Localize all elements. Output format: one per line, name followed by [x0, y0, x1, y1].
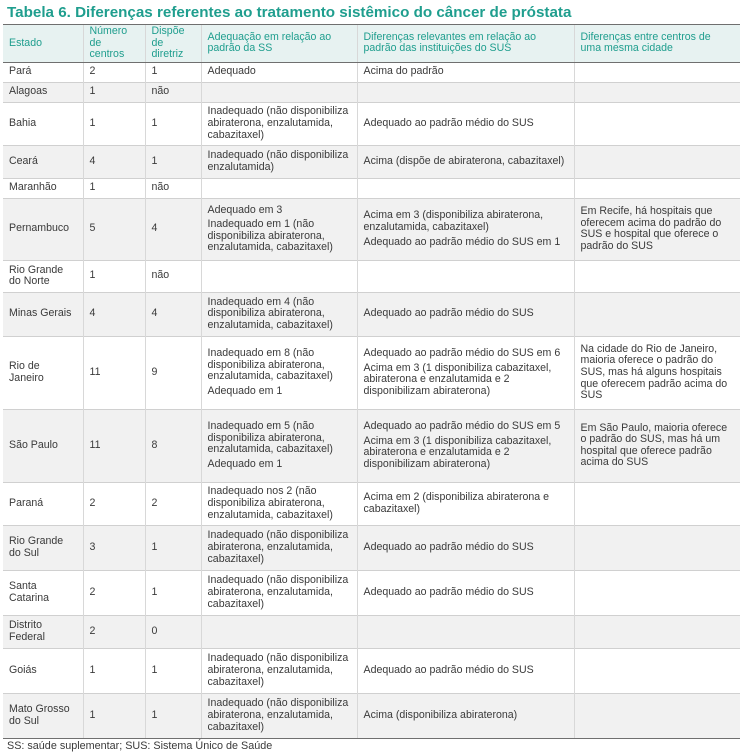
cell-dispoe-diretriz: 4 — [145, 198, 201, 260]
cell-adequacao — [201, 198, 357, 260]
table-row — [3, 693, 740, 738]
cell-adequacao-line: Adequado em 1 — [207, 384, 283, 397]
table-row — [3, 336, 740, 409]
cell-diferencas-sus-line: Acima do padrão — [363, 65, 444, 78]
cell-estado: Alagoas — [3, 82, 83, 102]
table-row — [3, 198, 740, 260]
cell-diferencas-cidade — [574, 693, 740, 738]
cell-numero-centros: 1 — [83, 82, 145, 102]
table-row — [3, 292, 740, 336]
cell-dispoe-diretriz: 9 — [145, 336, 201, 409]
cell-diferencas-cidade — [574, 145, 740, 178]
cell-diferencas-cidade — [574, 336, 740, 409]
cell-adequacao — [201, 62, 357, 82]
cell-diferencas-sus-line: Acima em 2 (disponibiliza abiraterona e cabazitaxel) — [363, 491, 549, 515]
header-dispoe-diretriz: Dispõe de diretriz — [145, 25, 201, 63]
header-estado: Estado — [3, 25, 83, 63]
cell-diferencas-sus — [357, 145, 574, 178]
cell-adequacao — [201, 336, 357, 409]
cell-numero-centros: 2 — [83, 570, 145, 615]
cell-adequacao-line: Adequado em 1 — [207, 457, 283, 470]
table-row — [3, 409, 740, 482]
cell-estado: Distrito Federal — [3, 615, 83, 648]
cell-dispoe-diretriz: 2 — [145, 482, 201, 525]
cell-adequacao — [201, 409, 357, 482]
cell-adequacao — [201, 693, 357, 738]
cell-diferencas-sus-line: Acima (dispõe de abiraterona, cabazitaxel) — [363, 154, 565, 167]
cell-estado: Mato Grosso do Sul — [3, 693, 83, 738]
cell-diferencas-sus-line: Adequado ao padrão médio do SUS — [363, 307, 534, 320]
cell-diferencas-sus — [357, 648, 574, 693]
cell-diferencas-cidade — [574, 525, 740, 570]
cell-estado: Pará — [3, 62, 83, 82]
cell-adequacao — [201, 615, 357, 648]
cell-diferencas-cidade — [574, 648, 740, 693]
cell-dispoe-diretriz: 1 — [145, 693, 201, 738]
cell-estado: Rio Grande do Norte — [3, 260, 83, 292]
cell-numero-centros: 11 — [83, 336, 145, 409]
cell-diferencas-sus-line: Adequado ao padrão médio do SUS — [363, 540, 534, 553]
cell-estado: São Paulo — [3, 409, 83, 482]
cell-numero-centros: 2 — [83, 62, 145, 82]
cell-adequacao — [201, 570, 357, 615]
table-row — [3, 525, 740, 570]
cell-adequacao-line: Adequado — [207, 65, 256, 78]
header-diferencas-cidade: Diferenças entre centros de uma mesma cidade — [574, 25, 740, 63]
header-row — [3, 25, 740, 63]
cell-diferencas-cidade-line: Em Recife, há hospitais que oferecem acima do padrão do SUS e hospital que oferece o padrão do SUS — [580, 205, 722, 252]
cell-adequacao-line: Inadequado (não disponibiliza abiraterona, enzalutamida, cabazitaxel) — [207, 574, 349, 610]
cell-adequacao-line: Inadequado (não disponibiliza enzalutamida) — [207, 149, 349, 173]
cell-adequacao-line: Inadequado nos 2 (não disponibiliza abiraterona, enzalutamida, cabazitaxel) — [207, 485, 333, 521]
cell-adequacao — [201, 525, 357, 570]
header-diferencas-sus: Diferenças relevantes em relação ao padrão das instituições do SUS — [357, 25, 574, 63]
cell-diferencas-sus — [357, 336, 574, 409]
cell-diferencas-sus — [357, 260, 574, 292]
cell-diferencas-sus-line: Adequado ao padrão médio do SUS em 5 — [363, 420, 561, 433]
cell-diferencas-sus — [357, 82, 574, 102]
table-row — [3, 482, 740, 525]
cell-diferencas-sus — [357, 693, 574, 738]
cell-numero-centros: 4 — [83, 145, 145, 178]
cell-numero-centros: 2 — [83, 482, 145, 525]
cell-diferencas-sus — [357, 409, 574, 482]
cell-adequacao — [201, 260, 357, 292]
cell-diferencas-sus-line: Acima em 3 (1 disponibiliza cabazitaxel, abiraterona e enzalutamida e 2 disponibilizam abiraterona) — [363, 361, 552, 397]
table-row — [3, 615, 740, 648]
cell-adequacao — [201, 102, 357, 145]
cell-dispoe-diretriz: 0 — [145, 615, 201, 648]
cell-dispoe-diretriz: 1 — [145, 525, 201, 570]
data-table — [3, 24, 740, 739]
cell-adequacao-line: Inadequado em 4 (não disponibiliza abiraterona, enzalutamida, cabazitaxel) — [207, 295, 333, 332]
cell-numero-centros: 1 — [83, 693, 145, 738]
cell-adequacao — [201, 145, 357, 178]
cell-diferencas-sus — [357, 178, 574, 198]
cell-estado: Rio Grande do Sul — [3, 525, 83, 570]
cell-adequacao — [201, 82, 357, 102]
header-numero-centros: Número de centros — [83, 25, 145, 63]
cell-dispoe-diretriz: 4 — [145, 292, 201, 336]
cell-dispoe-diretriz: 1 — [145, 102, 201, 145]
cell-numero-centros: 11 — [83, 409, 145, 482]
cell-adequacao — [201, 648, 357, 693]
table-row — [3, 145, 740, 178]
cell-estado: Bahia — [3, 102, 83, 145]
cell-diferencas-cidade — [574, 82, 740, 102]
cell-numero-centros: 1 — [83, 102, 145, 145]
cell-diferencas-sus-line: Adequado ao padrão médio do SUS em 6 — [363, 347, 561, 360]
cell-dispoe-diretriz: 1 — [145, 62, 201, 82]
cell-diferencas-cidade-line: Na cidade do Rio de Janeiro, maioria oferece o padrão do SUS, mas há alguns hospitais que oferecem padrão acima do SUS — [580, 342, 728, 402]
cell-numero-centros: 3 — [83, 525, 145, 570]
cell-diferencas-sus-line: Adequado ao padrão médio do SUS — [363, 585, 534, 598]
cell-diferencas-sus-line: Adequado ao padrão médio do SUS — [363, 663, 534, 676]
table-row — [3, 102, 740, 145]
table-row — [3, 82, 740, 102]
cell-diferencas-sus — [357, 615, 574, 648]
cell-numero-centros: 1 — [83, 648, 145, 693]
cell-estado: Santa Catarina — [3, 570, 83, 615]
cell-diferencas-sus — [357, 102, 574, 145]
cell-diferencas-sus-line: Acima em 3 (1 disponibiliza cabazitaxel, abiraterona e enzalutamida e 2 disponibilizam abiraterona) — [363, 434, 552, 470]
cell-numero-centros: 4 — [83, 292, 145, 336]
cell-estado: Maranhão — [3, 178, 83, 198]
cell-diferencas-cidade — [574, 409, 740, 482]
cell-diferencas-sus — [357, 570, 574, 615]
cell-diferencas-cidade — [574, 482, 740, 525]
cell-numero-centros: 5 — [83, 198, 145, 260]
cell-dispoe-diretriz: 8 — [145, 409, 201, 482]
cell-diferencas-cidade — [574, 292, 740, 336]
table-body — [3, 62, 740, 738]
header-adequacao: Adequação em relação ao padrão da SS — [201, 25, 357, 63]
table-title: Tabela 6. Diferenças referentes ao tratamento sistêmico do câncer de próstata — [7, 4, 572, 21]
cell-diferencas-sus-line: Adequado ao padrão médio do SUS em 1 — [363, 235, 561, 248]
cell-adequacao-line: Inadequado em 8 (não disponibiliza abiraterona, enzalutamida, cabazitaxel) — [207, 347, 333, 383]
cell-diferencas-cidade-line: Em São Paulo, maioria oferece o padrão do SUS, mas há um hospital que oferece padrão acima do SUS — [580, 421, 728, 469]
cell-diferencas-sus-line: Adequado ao padrão médio do SUS — [363, 116, 534, 129]
cell-diferencas-sus — [357, 525, 574, 570]
cell-diferencas-sus — [357, 62, 574, 82]
cell-adequacao — [201, 482, 357, 525]
cell-dispoe-diretriz: 1 — [145, 648, 201, 693]
cell-dispoe-diretriz: 1 — [145, 570, 201, 615]
cell-diferencas-cidade — [574, 570, 740, 615]
table-row — [3, 260, 740, 292]
cell-diferencas-sus-line: Acima em 3 (disponibiliza abiraterona, enzalutamida, cabazitaxel) — [363, 209, 544, 233]
cell-dispoe-diretriz: 1 — [145, 145, 201, 178]
cell-numero-centros: 2 — [83, 615, 145, 648]
cell-adequacao-line: Inadequado em 5 (não disponibiliza abiraterona, enzalutamida, cabazitaxel) — [207, 420, 333, 456]
cell-diferencas-sus — [357, 482, 574, 525]
cell-estado: Ceará — [3, 145, 83, 178]
cell-diferencas-cidade — [574, 102, 740, 145]
cell-adequacao-line: Inadequado (não disponibiliza abiraterona, enzalutamida, cabazitaxel) — [207, 652, 349, 688]
cell-adequacao — [201, 292, 357, 336]
cell-dispoe-diretriz: não — [145, 178, 201, 198]
cell-adequacao — [201, 178, 357, 198]
table-row — [3, 648, 740, 693]
cell-estado: Pernambuco — [3, 198, 83, 260]
cell-adequacao-line: Inadequado (não disponibiliza abiraterona, enzalutamida, cabazitaxel) — [207, 697, 349, 733]
cell-diferencas-sus-line: Acima (disponibiliza abiraterona) — [363, 708, 518, 721]
table-row — [3, 570, 740, 615]
cell-numero-centros: 1 — [83, 178, 145, 198]
cell-estado: Paraná — [3, 482, 83, 525]
cell-numero-centros: 1 — [83, 260, 145, 292]
cell-diferencas-cidade — [574, 260, 740, 292]
cell-estado: Rio de Janeiro — [3, 336, 83, 409]
cell-diferencas-sus — [357, 198, 574, 260]
cell-adequacao-line: Inadequado (não disponibiliza abiraterona, enzalutamida, cabazitaxel) — [207, 529, 349, 565]
cell-estado: Minas Gerais — [3, 292, 83, 336]
cell-diferencas-sus — [357, 292, 574, 336]
cell-dispoe-diretriz: não — [145, 82, 201, 102]
cell-diferencas-cidade — [574, 178, 740, 198]
table-footnote: SS: saúde suplementar; SUS: Sistema Único de Saúde — [7, 740, 273, 752]
table-row — [3, 178, 740, 198]
table-row — [3, 62, 740, 82]
cell-adequacao-line: Adequado em 3 — [207, 203, 283, 216]
cell-diferencas-cidade — [574, 615, 740, 648]
cell-estado: Goiás — [3, 648, 83, 693]
cell-dispoe-diretriz: não — [145, 260, 201, 292]
cell-diferencas-cidade — [574, 198, 740, 260]
cell-adequacao-line: Inadequado (não disponibiliza abiraterona, enzalutamida, cabazitaxel) — [207, 105, 349, 141]
cell-diferencas-cidade — [574, 62, 740, 82]
cell-adequacao-line: Inadequado em 1 (não disponibiliza abiraterona, enzalutamida, cabazitaxel) — [207, 218, 333, 254]
